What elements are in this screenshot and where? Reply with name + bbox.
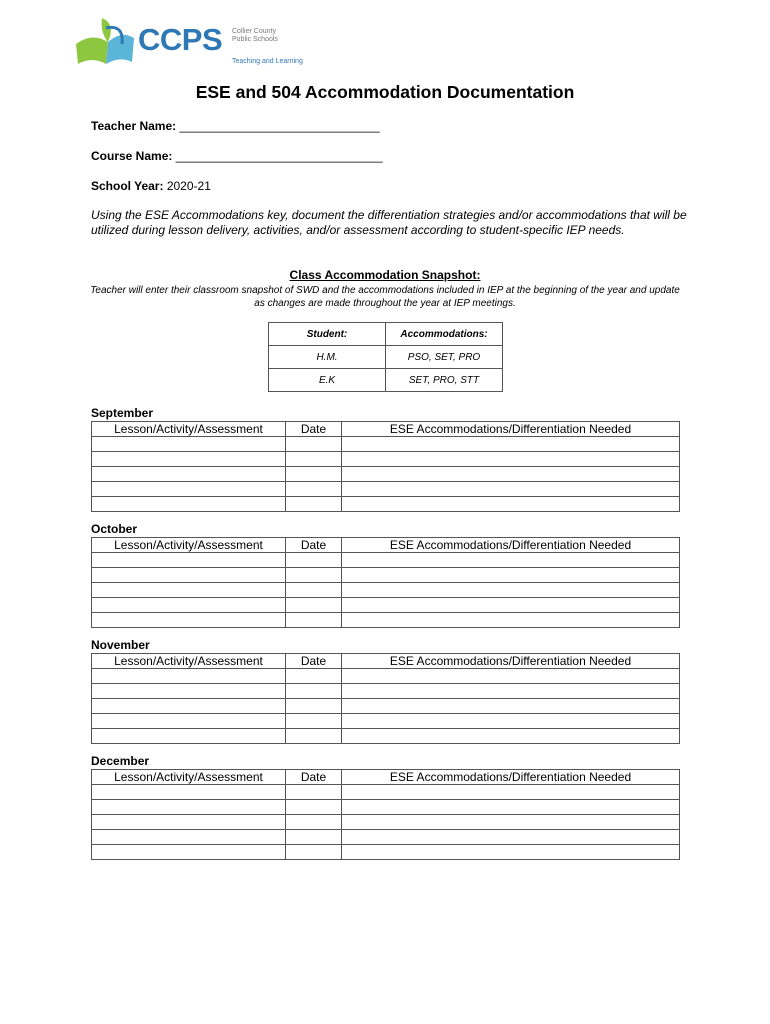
log-cell-accommodations[interactable] [342,669,680,684]
log-header-row [92,654,680,669]
log-cell-lesson[interactable] [92,452,286,467]
teacher-name-blank[interactable]: ______________________________ [179,119,380,133]
snapshot-row [269,346,503,369]
log-cell-lesson[interactable] [92,613,286,628]
log-row [92,729,680,744]
log-row [92,699,680,714]
logo-wordmark: CCPS [138,22,223,57]
log-header-date: Date [286,654,342,669]
log-cell-accommodations[interactable] [342,785,680,800]
snapshot-student[interactable]: E.K [269,369,386,392]
log-row [92,800,680,815]
log-cell-accommodations[interactable] [342,467,680,482]
log-cell-date[interactable] [286,467,342,482]
log-cell-lesson[interactable] [92,583,286,598]
log-table-october [91,537,680,628]
course-name-label: Course Name: [91,149,173,163]
log-header-lesson: Lesson/Activity/Assessment [92,538,286,553]
log-cell-accommodations[interactable] [342,553,680,568]
log-row [92,553,680,568]
log-header-row [92,538,680,553]
log-row [92,497,680,512]
log-cell-accommodations[interactable] [342,815,680,830]
log-cell-accommodations[interactable] [342,800,680,815]
log-cell-date[interactable] [286,598,342,613]
log-row [92,452,680,467]
instructions-paragraph: Using the ESE Accommodations key, document the differentiation strategies and/or accommodations that will be utilized during lesson delivery, activities, and/or assessment according to student-specific IEP needs. [91,208,687,237]
log-cell-date[interactable] [286,497,342,512]
log-row [92,613,680,628]
month-label-november: November [91,638,150,652]
log-cell-lesson[interactable] [92,467,286,482]
log-header-accommodations: ESE Accommodations/Differentiation Needed [342,770,680,785]
log-row [92,568,680,583]
page-title: ESE and 504 Accommodation Documentation [195,82,575,102]
log-row [92,785,680,800]
snapshot-description: Teacher will enter their classroom snapshot of SWD and the accommodations included in IEP at the beginning of the year and update as changes are made throughout the year at IEP meetings. [90,285,680,309]
log-cell-date[interactable] [286,452,342,467]
log-cell-lesson[interactable] [92,785,286,800]
teacher-name-field[interactable] [91,119,380,133]
school-year-field [91,179,211,193]
log-cell-accommodations[interactable] [342,583,680,598]
snapshot-student[interactable]: H.M. [269,346,386,369]
log-cell-date[interactable] [286,729,342,744]
log-cell-date[interactable] [286,482,342,497]
log-header-lesson: Lesson/Activity/Assessment [92,770,286,785]
log-row [92,684,680,699]
teacher-name-label: Teacher Name: [91,119,177,133]
snapshot-header-accommodations: Accommodations: [386,323,503,346]
log-cell-date[interactable] [286,684,342,699]
log-row [92,845,680,860]
school-year-label: School Year: [91,179,164,193]
log-header-lesson: Lesson/Activity/Assessment [92,422,286,437]
log-cell-accommodations[interactable] [342,437,680,452]
log-cell-accommodations[interactable] [342,452,680,467]
log-cell-date[interactable] [286,845,342,860]
snapshot-header-row [269,323,503,346]
log-cell-date[interactable] [286,568,342,583]
course-name-blank[interactable]: _______________________________ [175,149,383,163]
log-cell-date[interactable] [286,714,342,729]
log-cell-date[interactable] [286,815,342,830]
log-row [92,467,680,482]
snapshot-accommodations[interactable]: PSO, SET, PRO [386,346,503,369]
snapshot-title: Class Accommodation Snapshot: [289,268,481,282]
log-cell-date[interactable] [286,437,342,452]
snapshot-table [268,322,503,392]
log-cell-lesson[interactable] [92,729,286,744]
log-cell-date[interactable] [286,785,342,800]
log-cell-accommodations[interactable] [342,482,680,497]
log-cell-accommodations[interactable] [342,714,680,729]
log-header-date: Date [286,538,342,553]
log-header-accommodations: ESE Accommodations/Differentiation Needed [342,538,680,553]
log-cell-lesson[interactable] [92,553,286,568]
log-cell-lesson[interactable] [92,699,286,714]
logo-district: Collier County Public Schools [232,28,278,43]
log-row [92,669,680,684]
log-header-date: Date [286,770,342,785]
log-table-december [91,769,680,860]
log-row [92,482,680,497]
log-row [92,437,680,452]
log-cell-lesson[interactable] [92,598,286,613]
log-cell-date[interactable] [286,699,342,714]
log-table-september [91,421,680,512]
log-cell-date[interactable] [286,553,342,568]
log-cell-lesson[interactable] [92,845,286,860]
log-cell-lesson[interactable] [92,714,286,729]
log-cell-date[interactable] [286,613,342,628]
log-header-lesson: Lesson/Activity/Assessment [92,654,286,669]
log-cell-lesson[interactable] [92,437,286,452]
logo-tagline: Teaching and Learning [232,58,303,65]
log-cell-date[interactable] [286,583,342,598]
month-label-october: October [91,522,138,536]
log-cell-date[interactable] [286,669,342,684]
log-cell-accommodations[interactable] [342,845,680,860]
log-header-row [92,422,680,437]
month-label-december: December [91,754,150,768]
log-header-date: Date [286,422,342,437]
log-cell-lesson[interactable] [92,684,286,699]
snapshot-row [269,369,503,392]
snapshot-header-student: Student: [269,323,386,346]
school-year-value: 2020-21 [166,179,211,193]
log-cell-accommodations[interactable] [342,497,680,512]
snapshot-accommodations[interactable]: SET, PRO, STT [386,369,503,392]
log-cell-lesson[interactable] [92,815,286,830]
log-row [92,830,680,845]
log-cell-accommodations[interactable] [342,684,680,699]
month-label-september: September [91,406,154,420]
log-cell-accommodations[interactable] [342,613,680,628]
log-header-accommodations: ESE Accommodations/Differentiation Needed [342,422,680,437]
log-row [92,714,680,729]
log-cell-lesson[interactable] [92,669,286,684]
log-header-accommodations: ESE Accommodations/Differentiation Needed [342,654,680,669]
log-cell-lesson[interactable] [92,568,286,583]
log-table-november [91,653,680,744]
log-cell-accommodations[interactable] [342,568,680,583]
log-header-row [92,770,680,785]
course-name-field[interactable] [91,149,383,163]
log-cell-lesson[interactable] [92,482,286,497]
log-row [92,815,680,830]
log-cell-date[interactable] [286,830,342,845]
log-cell-accommodations[interactable] [342,830,680,845]
log-cell-lesson[interactable] [92,830,286,845]
log-cell-accommodations[interactable] [342,699,680,714]
log-cell-lesson[interactable] [92,800,286,815]
log-cell-accommodations[interactable] [342,729,680,744]
log-row [92,583,680,598]
log-cell-date[interactable] [286,800,342,815]
log-cell-lesson[interactable] [92,497,286,512]
log-row [92,598,680,613]
log-cell-accommodations[interactable] [342,598,680,613]
